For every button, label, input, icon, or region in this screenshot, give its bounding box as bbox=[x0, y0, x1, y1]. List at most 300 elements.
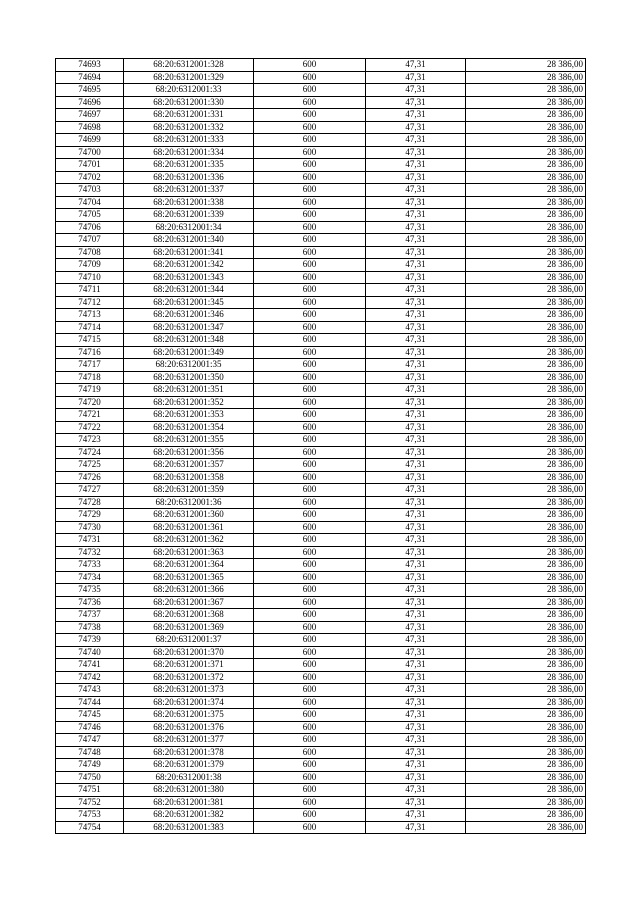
cadastral-number-cell: 68:20:6312001:328 bbox=[124, 59, 254, 72]
row-number-cell: 74701 bbox=[56, 159, 124, 172]
row-number-cell: 74713 bbox=[56, 309, 124, 322]
area-cell: 600 bbox=[254, 84, 366, 97]
cadastral-number-cell: 68:20:6312001:337 bbox=[124, 184, 254, 197]
cadastral-value-cell: 28 386,00 bbox=[466, 459, 586, 472]
rate-cell: 47,31 bbox=[366, 546, 466, 559]
row-number-cell: 74697 bbox=[56, 109, 124, 122]
cadastral-value-cell: 28 386,00 bbox=[466, 196, 586, 209]
rate-cell: 47,31 bbox=[366, 521, 466, 534]
row-number-cell: 74735 bbox=[56, 584, 124, 597]
cadastral-number-cell: 68:20:6312001:362 bbox=[124, 534, 254, 547]
rate-cell: 47,31 bbox=[366, 396, 466, 409]
table-row bbox=[56, 234, 586, 247]
rate-cell: 47,31 bbox=[366, 646, 466, 659]
row-number-cell: 74714 bbox=[56, 321, 124, 334]
row-number-cell: 74734 bbox=[56, 571, 124, 584]
table-row bbox=[56, 596, 586, 609]
rate-cell: 47,31 bbox=[366, 59, 466, 72]
cadastral-value-cell: 28 386,00 bbox=[466, 621, 586, 634]
area-cell: 600 bbox=[254, 346, 366, 359]
cadastral-number-cell: 68:20:6312001:341 bbox=[124, 246, 254, 259]
cadastral-number-cell: 68:20:6312001:371 bbox=[124, 659, 254, 672]
rate-cell: 47,31 bbox=[366, 246, 466, 259]
area-cell: 600 bbox=[254, 271, 366, 284]
table-row bbox=[56, 321, 586, 334]
row-number-cell: 74732 bbox=[56, 546, 124, 559]
area-cell: 600 bbox=[254, 359, 366, 372]
table-row bbox=[56, 534, 586, 547]
row-number-cell: 74752 bbox=[56, 796, 124, 809]
table-row bbox=[56, 509, 586, 522]
cadastral-number-cell: 68:20:6312001:368 bbox=[124, 609, 254, 622]
rate-cell: 47,31 bbox=[366, 121, 466, 134]
cadastral-value-cell: 28 386,00 bbox=[466, 584, 586, 597]
table-row bbox=[56, 521, 586, 534]
rate-cell: 47,31 bbox=[366, 271, 466, 284]
area-cell: 600 bbox=[254, 134, 366, 147]
cadastral-number-cell: 68:20:6312001:367 bbox=[124, 596, 254, 609]
cadastral-number-cell: 68:20:6312001:342 bbox=[124, 259, 254, 272]
table-row bbox=[56, 109, 586, 122]
area-cell: 600 bbox=[254, 259, 366, 272]
cadastral-number-cell: 68:20:6312001:340 bbox=[124, 234, 254, 247]
area-cell: 600 bbox=[254, 221, 366, 234]
cadastral-number-cell: 68:20:6312001:335 bbox=[124, 159, 254, 172]
cadastral-value-cell: 28 386,00 bbox=[466, 684, 586, 697]
cadastral-value-cell: 28 386,00 bbox=[466, 571, 586, 584]
cadastral-value-cell: 28 386,00 bbox=[466, 734, 586, 747]
table-row bbox=[56, 459, 586, 472]
cadastral-number-cell: 68:20:6312001:333 bbox=[124, 134, 254, 147]
cadastral-number-cell: 68:20:6312001:379 bbox=[124, 759, 254, 772]
row-number-cell: 74699 bbox=[56, 134, 124, 147]
cadastral-value-cell: 28 386,00 bbox=[466, 696, 586, 709]
rate-cell: 47,31 bbox=[366, 209, 466, 222]
area-cell: 600 bbox=[254, 696, 366, 709]
rate-cell: 47,31 bbox=[366, 509, 466, 522]
rate-cell: 47,31 bbox=[366, 446, 466, 459]
cadastral-value-cell: 28 386,00 bbox=[466, 221, 586, 234]
cadastral-number-cell: 68:20:6312001:347 bbox=[124, 321, 254, 334]
table-row bbox=[56, 184, 586, 197]
table-row bbox=[56, 634, 586, 647]
table-row bbox=[56, 84, 586, 97]
cadastral-value-cell: 28 386,00 bbox=[466, 259, 586, 272]
rate-cell: 47,31 bbox=[366, 384, 466, 397]
row-number-cell: 74694 bbox=[56, 71, 124, 84]
row-number-cell: 74744 bbox=[56, 696, 124, 709]
cadastral-number-cell: 68:20:6312001:366 bbox=[124, 584, 254, 597]
rate-cell: 47,31 bbox=[366, 796, 466, 809]
row-number-cell: 74702 bbox=[56, 171, 124, 184]
cadastral-number-cell: 68:20:6312001:370 bbox=[124, 646, 254, 659]
cadastral-number-cell: 68:20:6312001:351 bbox=[124, 384, 254, 397]
rate-cell: 47,31 bbox=[366, 84, 466, 97]
cadastral-value-cell: 28 386,00 bbox=[466, 296, 586, 309]
cadastral-value-cell: 28 386,00 bbox=[466, 534, 586, 547]
cadastral-number-cell: 68:20:6312001:331 bbox=[124, 109, 254, 122]
row-number-cell: 74698 bbox=[56, 121, 124, 134]
cadastral-value-cell: 28 386,00 bbox=[466, 209, 586, 222]
cadastral-number-cell: 68:20:6312001:378 bbox=[124, 746, 254, 759]
cadastral-number-cell: 68:20:6312001:330 bbox=[124, 96, 254, 109]
table-row bbox=[56, 584, 586, 597]
rate-cell: 47,31 bbox=[366, 571, 466, 584]
cadastral-value-cell: 28 386,00 bbox=[466, 246, 586, 259]
cadastral-value-cell: 28 386,00 bbox=[466, 646, 586, 659]
area-cell: 600 bbox=[254, 409, 366, 422]
cadastral-value-table bbox=[55, 58, 586, 834]
area-cell: 600 bbox=[254, 234, 366, 247]
area-cell: 600 bbox=[254, 434, 366, 447]
rate-cell: 47,31 bbox=[366, 346, 466, 359]
cadastral-value-cell: 28 386,00 bbox=[466, 484, 586, 497]
cadastral-value-cell: 28 386,00 bbox=[466, 659, 586, 672]
cadastral-number-cell: 68:20:6312001:353 bbox=[124, 409, 254, 422]
table-row bbox=[56, 709, 586, 722]
area-cell: 600 bbox=[254, 321, 366, 334]
cadastral-number-cell: 68:20:6312001:358 bbox=[124, 471, 254, 484]
rate-cell: 47,31 bbox=[366, 609, 466, 622]
table-row bbox=[56, 496, 586, 509]
row-number-cell: 74748 bbox=[56, 746, 124, 759]
cadastral-value-cell: 28 386,00 bbox=[466, 596, 586, 609]
table-row bbox=[56, 809, 586, 822]
area-cell: 600 bbox=[254, 796, 366, 809]
rate-cell: 47,31 bbox=[366, 459, 466, 472]
rate-cell: 47,31 bbox=[366, 596, 466, 609]
rate-cell: 47,31 bbox=[366, 696, 466, 709]
rate-cell: 47,31 bbox=[366, 684, 466, 697]
cadastral-number-cell: 68:20:6312001:380 bbox=[124, 784, 254, 797]
table-row bbox=[56, 309, 586, 322]
rate-cell: 47,31 bbox=[366, 746, 466, 759]
cadastral-value-cell: 28 386,00 bbox=[466, 559, 586, 572]
cadastral-number-cell: 68:20:6312001:354 bbox=[124, 421, 254, 434]
rate-cell: 47,31 bbox=[366, 221, 466, 234]
cadastral-number-cell: 68:20:6312001:332 bbox=[124, 121, 254, 134]
table-row bbox=[56, 171, 586, 184]
table-row bbox=[56, 646, 586, 659]
row-number-cell: 74705 bbox=[56, 209, 124, 222]
row-number-cell: 74708 bbox=[56, 246, 124, 259]
cadastral-value-cell: 28 386,00 bbox=[466, 284, 586, 297]
cadastral-number-cell: 68:20:6312001:375 bbox=[124, 709, 254, 722]
row-number-cell: 74753 bbox=[56, 809, 124, 822]
rate-cell: 47,31 bbox=[366, 559, 466, 572]
area-cell: 600 bbox=[254, 284, 366, 297]
row-number-cell: 74751 bbox=[56, 784, 124, 797]
area-cell: 600 bbox=[254, 584, 366, 597]
table-row bbox=[56, 271, 586, 284]
table-row bbox=[56, 96, 586, 109]
table-row bbox=[56, 696, 586, 709]
row-number-cell: 74750 bbox=[56, 771, 124, 784]
table-row bbox=[56, 259, 586, 272]
cadastral-number-cell: 68:20:6312001:360 bbox=[124, 509, 254, 522]
cadastral-value-cell: 28 386,00 bbox=[466, 309, 586, 322]
cadastral-number-cell: 68:20:6312001:369 bbox=[124, 621, 254, 634]
row-number-cell: 74733 bbox=[56, 559, 124, 572]
table-row bbox=[56, 771, 586, 784]
cadastral-value-cell: 28 386,00 bbox=[466, 509, 586, 522]
cadastral-value-cell: 28 386,00 bbox=[466, 146, 586, 159]
area-cell: 600 bbox=[254, 546, 366, 559]
rate-cell: 47,31 bbox=[366, 196, 466, 209]
rate-cell: 47,31 bbox=[366, 821, 466, 834]
cadastral-value-cell: 28 386,00 bbox=[466, 171, 586, 184]
row-number-cell: 74725 bbox=[56, 459, 124, 472]
rate-cell: 47,31 bbox=[366, 71, 466, 84]
table-row bbox=[56, 471, 586, 484]
area-cell: 600 bbox=[254, 746, 366, 759]
cadastral-value-cell: 28 386,00 bbox=[466, 134, 586, 147]
table-row bbox=[56, 796, 586, 809]
rate-cell: 47,31 bbox=[366, 434, 466, 447]
row-number-cell: 74724 bbox=[56, 446, 124, 459]
rate-cell: 47,31 bbox=[366, 471, 466, 484]
row-number-cell: 74710 bbox=[56, 271, 124, 284]
row-number-cell: 74727 bbox=[56, 484, 124, 497]
cadastral-value-cell: 28 386,00 bbox=[466, 84, 586, 97]
row-number-cell: 74746 bbox=[56, 721, 124, 734]
cadastral-number-cell: 68:20:6312001:336 bbox=[124, 171, 254, 184]
cadastral-number-cell: 68:20:6312001:357 bbox=[124, 459, 254, 472]
rate-cell: 47,31 bbox=[366, 371, 466, 384]
area-cell: 600 bbox=[254, 596, 366, 609]
table-row bbox=[56, 571, 586, 584]
cadastral-number-cell: 68:20:6312001:344 bbox=[124, 284, 254, 297]
rate-cell: 47,31 bbox=[366, 709, 466, 722]
row-number-cell: 74726 bbox=[56, 471, 124, 484]
cadastral-value-cell: 28 386,00 bbox=[466, 671, 586, 684]
table-body bbox=[56, 59, 586, 834]
cadastral-number-cell: 68:20:6312001:372 bbox=[124, 671, 254, 684]
row-number-cell: 74731 bbox=[56, 534, 124, 547]
rate-cell: 47,31 bbox=[366, 259, 466, 272]
row-number-cell: 74706 bbox=[56, 221, 124, 234]
cadastral-number-cell: 68:20:6312001:377 bbox=[124, 734, 254, 747]
cadastral-value-cell: 28 386,00 bbox=[466, 721, 586, 734]
table-row bbox=[56, 759, 586, 772]
rate-cell: 47,31 bbox=[366, 234, 466, 247]
row-number-cell: 74719 bbox=[56, 384, 124, 397]
row-number-cell: 74747 bbox=[56, 734, 124, 747]
rate-cell: 47,31 bbox=[366, 534, 466, 547]
rate-cell: 47,31 bbox=[366, 484, 466, 497]
area-cell: 600 bbox=[254, 196, 366, 209]
cadastral-value-cell: 28 386,00 bbox=[466, 434, 586, 447]
rate-cell: 47,31 bbox=[366, 359, 466, 372]
area-cell: 600 bbox=[254, 459, 366, 472]
cadastral-value-cell: 28 386,00 bbox=[466, 496, 586, 509]
row-number-cell: 74745 bbox=[56, 709, 124, 722]
row-number-cell: 74736 bbox=[56, 596, 124, 609]
row-number-cell: 74715 bbox=[56, 334, 124, 347]
area-cell: 600 bbox=[254, 621, 366, 634]
cadastral-number-cell: 68:20:6312001:356 bbox=[124, 446, 254, 459]
rate-cell: 47,31 bbox=[366, 496, 466, 509]
cadastral-number-cell: 68:20:6312001:338 bbox=[124, 196, 254, 209]
cadastral-number-cell: 68:20:6312001:363 bbox=[124, 546, 254, 559]
rate-cell: 47,31 bbox=[366, 584, 466, 597]
area-cell: 600 bbox=[254, 146, 366, 159]
rate-cell: 47,31 bbox=[366, 309, 466, 322]
rate-cell: 47,31 bbox=[366, 734, 466, 747]
rate-cell: 47,31 bbox=[366, 96, 466, 109]
cadastral-value-cell: 28 386,00 bbox=[466, 96, 586, 109]
row-number-cell: 74742 bbox=[56, 671, 124, 684]
row-number-cell: 74695 bbox=[56, 84, 124, 97]
cadastral-number-cell: 68:20:6312001:329 bbox=[124, 71, 254, 84]
row-number-cell: 74721 bbox=[56, 409, 124, 422]
table-row bbox=[56, 121, 586, 134]
cadastral-number-cell: 68:20:6312001:365 bbox=[124, 571, 254, 584]
area-cell: 600 bbox=[254, 184, 366, 197]
table-row bbox=[56, 421, 586, 434]
area-cell: 600 bbox=[254, 159, 366, 172]
cadastral-value-cell: 28 386,00 bbox=[466, 809, 586, 822]
cadastral-number-cell: 68:20:6312001:339 bbox=[124, 209, 254, 222]
area-cell: 600 bbox=[254, 671, 366, 684]
area-cell: 600 bbox=[254, 646, 366, 659]
row-number-cell: 74712 bbox=[56, 296, 124, 309]
cadastral-value-cell: 28 386,00 bbox=[466, 634, 586, 647]
area-cell: 600 bbox=[254, 246, 366, 259]
table-row bbox=[56, 684, 586, 697]
area-cell: 600 bbox=[254, 634, 366, 647]
area-cell: 600 bbox=[254, 171, 366, 184]
table-row bbox=[56, 346, 586, 359]
row-number-cell: 74743 bbox=[56, 684, 124, 697]
cadastral-number-cell: 68:20:6312001:346 bbox=[124, 309, 254, 322]
table-row bbox=[56, 209, 586, 222]
cadastral-number-cell: 68:20:6312001:361 bbox=[124, 521, 254, 534]
area-cell: 600 bbox=[254, 484, 366, 497]
cadastral-value-cell: 28 386,00 bbox=[466, 521, 586, 534]
table-row bbox=[56, 221, 586, 234]
area-cell: 600 bbox=[254, 109, 366, 122]
table-row bbox=[56, 71, 586, 84]
area-cell: 600 bbox=[254, 59, 366, 72]
table-row bbox=[56, 821, 586, 834]
table-row bbox=[56, 621, 586, 634]
cadastral-value-cell: 28 386,00 bbox=[466, 359, 586, 372]
area-cell: 600 bbox=[254, 509, 366, 522]
area-cell: 600 bbox=[254, 521, 366, 534]
area-cell: 600 bbox=[254, 784, 366, 797]
area-cell: 600 bbox=[254, 371, 366, 384]
cadastral-value-cell: 28 386,00 bbox=[466, 771, 586, 784]
table-row bbox=[56, 659, 586, 672]
area-cell: 600 bbox=[254, 771, 366, 784]
cadastral-number-cell: 68:20:6312001:382 bbox=[124, 809, 254, 822]
rate-cell: 47,31 bbox=[366, 784, 466, 797]
area-cell: 600 bbox=[254, 821, 366, 834]
cadastral-number-cell: 68:20:6312001:38 bbox=[124, 771, 254, 784]
cadastral-number-cell: 68:20:6312001:376 bbox=[124, 721, 254, 734]
table-row bbox=[56, 409, 586, 422]
area-cell: 600 bbox=[254, 721, 366, 734]
cadastral-number-cell: 68:20:6312001:343 bbox=[124, 271, 254, 284]
row-number-cell: 74717 bbox=[56, 359, 124, 372]
row-number-cell: 74704 bbox=[56, 196, 124, 209]
table-row bbox=[56, 134, 586, 147]
table-row bbox=[56, 359, 586, 372]
table-row bbox=[56, 196, 586, 209]
cadastral-value-cell: 28 386,00 bbox=[466, 759, 586, 772]
cadastral-number-cell: 68:20:6312001:33 bbox=[124, 84, 254, 97]
cadastral-value-cell: 28 386,00 bbox=[466, 109, 586, 122]
cadastral-number-cell: 68:20:6312001:36 bbox=[124, 496, 254, 509]
cadastral-value-cell: 28 386,00 bbox=[466, 546, 586, 559]
rate-cell: 47,31 bbox=[366, 159, 466, 172]
table-row bbox=[56, 734, 586, 747]
area-cell: 600 bbox=[254, 471, 366, 484]
cadastral-value-cell: 28 386,00 bbox=[466, 709, 586, 722]
row-number-cell: 74700 bbox=[56, 146, 124, 159]
area-cell: 600 bbox=[254, 334, 366, 347]
row-number-cell: 74738 bbox=[56, 621, 124, 634]
area-cell: 600 bbox=[254, 421, 366, 434]
cadastral-number-cell: 68:20:6312001:34 bbox=[124, 221, 254, 234]
cadastral-number-cell: 68:20:6312001:349 bbox=[124, 346, 254, 359]
cadastral-number-cell: 68:20:6312001:374 bbox=[124, 696, 254, 709]
area-cell: 600 bbox=[254, 96, 366, 109]
table-row bbox=[56, 396, 586, 409]
cadastral-number-cell: 68:20:6312001:334 bbox=[124, 146, 254, 159]
table-row bbox=[56, 334, 586, 347]
cadastral-number-cell: 68:20:6312001:352 bbox=[124, 396, 254, 409]
row-number-cell: 74707 bbox=[56, 234, 124, 247]
area-cell: 600 bbox=[254, 609, 366, 622]
cadastral-value-cell: 28 386,00 bbox=[466, 421, 586, 434]
cadastral-number-cell: 68:20:6312001:381 bbox=[124, 796, 254, 809]
table-row bbox=[56, 146, 586, 159]
rate-cell: 47,31 bbox=[366, 759, 466, 772]
row-number-cell: 74741 bbox=[56, 659, 124, 672]
cadastral-number-cell: 68:20:6312001:348 bbox=[124, 334, 254, 347]
rate-cell: 47,31 bbox=[366, 171, 466, 184]
rate-cell: 47,31 bbox=[366, 321, 466, 334]
row-number-cell: 74730 bbox=[56, 521, 124, 534]
cadastral-value-cell: 28 386,00 bbox=[466, 796, 586, 809]
cadastral-value-cell: 28 386,00 bbox=[466, 346, 586, 359]
rate-cell: 47,31 bbox=[366, 634, 466, 647]
table-row bbox=[56, 609, 586, 622]
cadastral-value-cell: 28 386,00 bbox=[466, 384, 586, 397]
cadastral-value-cell: 28 386,00 bbox=[466, 409, 586, 422]
table-row bbox=[56, 296, 586, 309]
table-row bbox=[56, 721, 586, 734]
row-number-cell: 74718 bbox=[56, 371, 124, 384]
row-number-cell: 74720 bbox=[56, 396, 124, 409]
cadastral-value-cell: 28 386,00 bbox=[466, 396, 586, 409]
area-cell: 600 bbox=[254, 209, 366, 222]
row-number-cell: 74722 bbox=[56, 421, 124, 434]
area-cell: 600 bbox=[254, 759, 366, 772]
rate-cell: 47,31 bbox=[366, 809, 466, 822]
row-number-cell: 74723 bbox=[56, 434, 124, 447]
cadastral-value-cell: 28 386,00 bbox=[466, 784, 586, 797]
area-cell: 600 bbox=[254, 384, 366, 397]
cadastral-value-cell: 28 386,00 bbox=[466, 71, 586, 84]
row-number-cell: 74693 bbox=[56, 59, 124, 72]
rate-cell: 47,31 bbox=[366, 184, 466, 197]
table-row bbox=[56, 434, 586, 447]
cadastral-value-cell: 28 386,00 bbox=[466, 471, 586, 484]
row-number-cell: 74740 bbox=[56, 646, 124, 659]
